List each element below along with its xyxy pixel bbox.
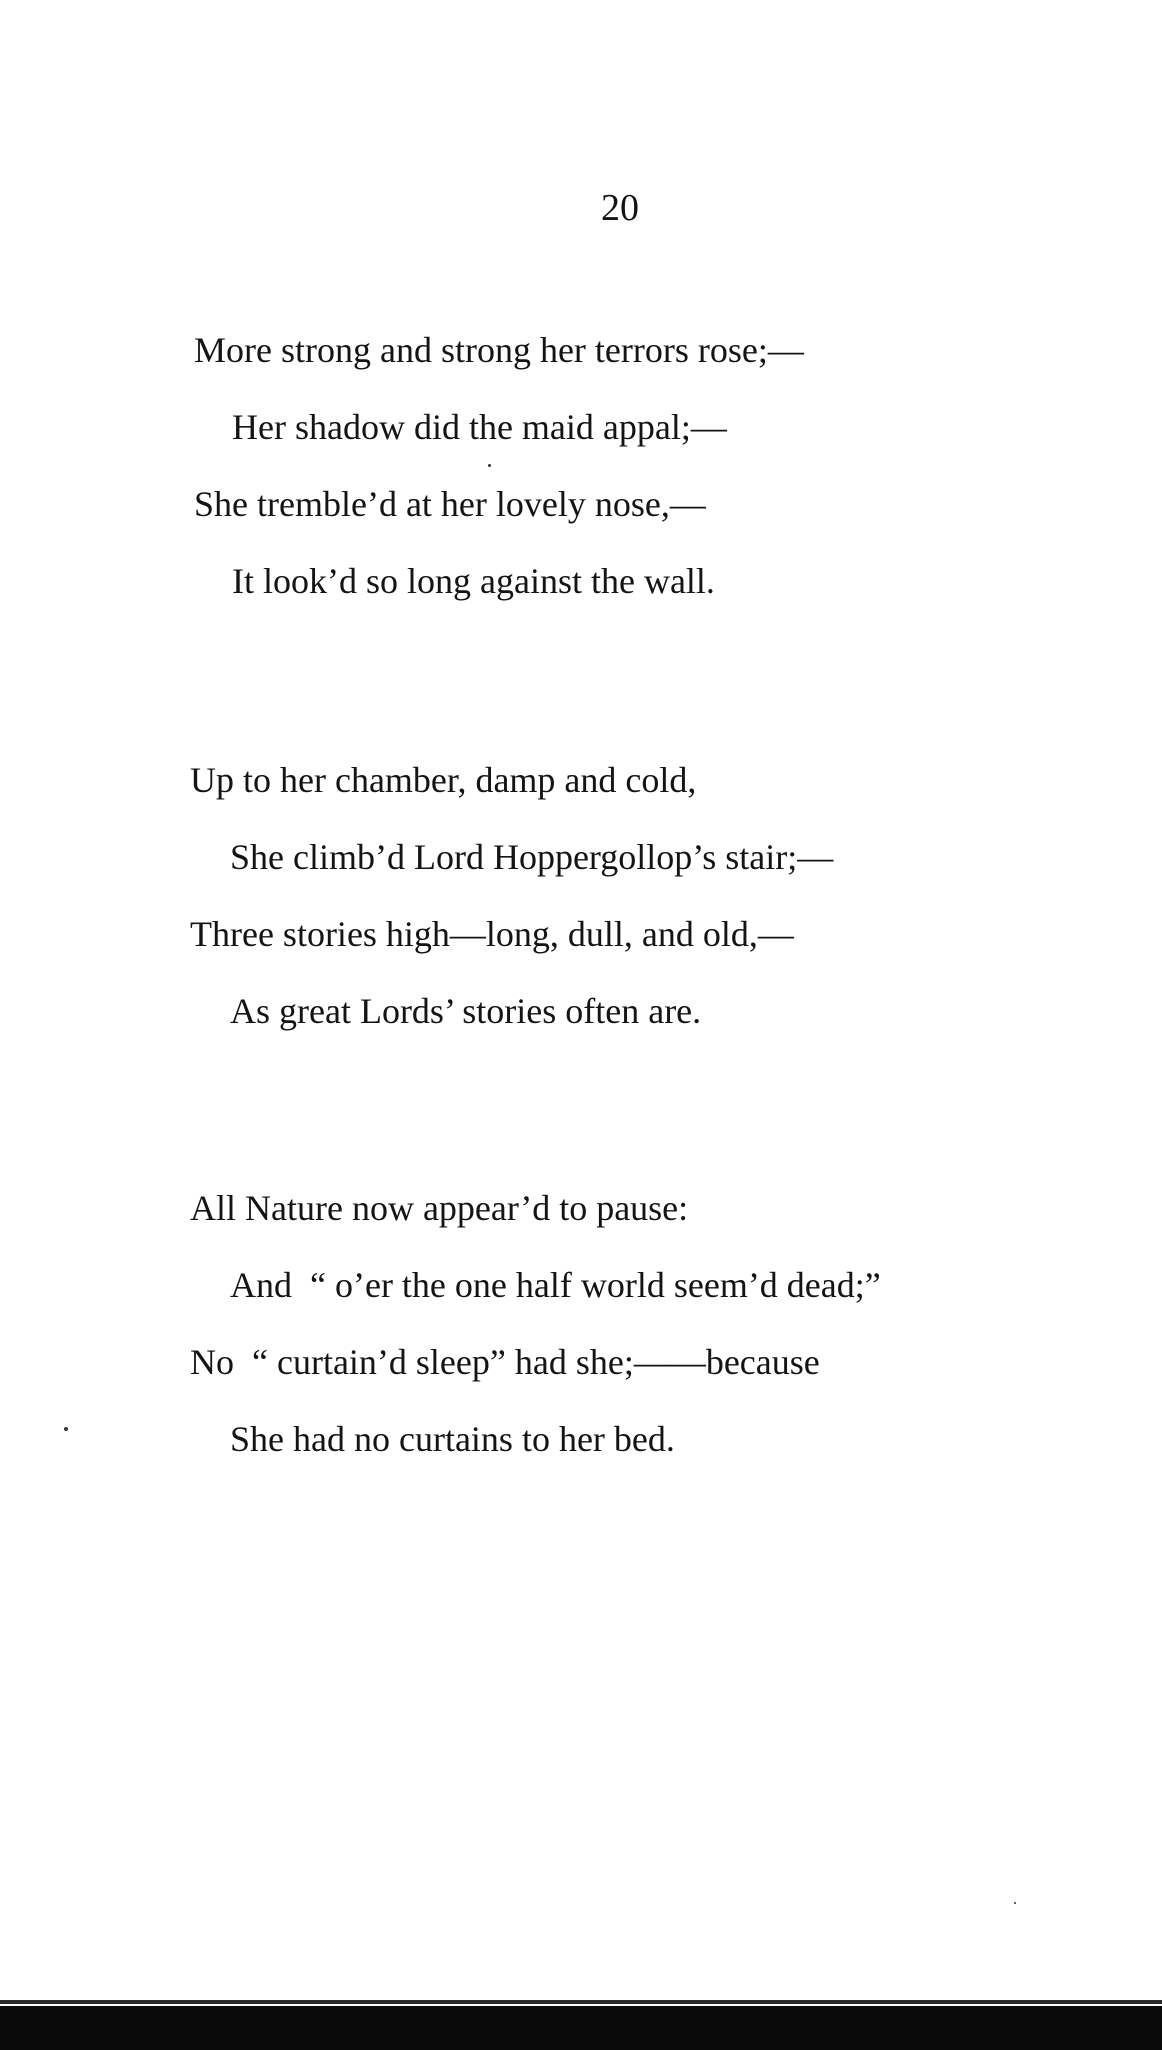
paper-speck [64, 1427, 68, 1431]
poem-line: And “ o’er the one half world seem’d dead;” [230, 1265, 881, 1305]
poem-line: All Nature now appear’d to pause: [190, 1188, 689, 1228]
poem-line: Up to her chamber, damp and cold, [190, 760, 697, 800]
poem-line: As great Lords’ stories often are. [230, 991, 702, 1031]
poem-line: More strong and strong her terrors rose;— [194, 330, 804, 370]
stanza-1 [194, 312, 804, 620]
poem-line: It look’d so long against the wall. [232, 561, 715, 601]
paper-speck [488, 464, 491, 467]
stanza-2 [190, 742, 833, 1050]
poem-line: No “ curtain’d sleep” had she;——because [190, 1342, 820, 1382]
poem-line: She tremble’d at her lovely nose,— [194, 484, 706, 524]
page-number: 20 [601, 187, 639, 229]
stanza-3 [190, 1170, 881, 1478]
poem-line: Her shadow did the maid appal;— [232, 407, 727, 447]
page-bottom-edge [0, 2006, 1162, 2050]
poem-line: She climb’d Lord Hoppergollop’s stair;— [230, 837, 834, 877]
poem-line: She had no curtains to her bed. [230, 1419, 675, 1459]
poem-line: Three stories high—long, dull, and old,— [190, 914, 794, 954]
paper-speck [1014, 1902, 1016, 1904]
